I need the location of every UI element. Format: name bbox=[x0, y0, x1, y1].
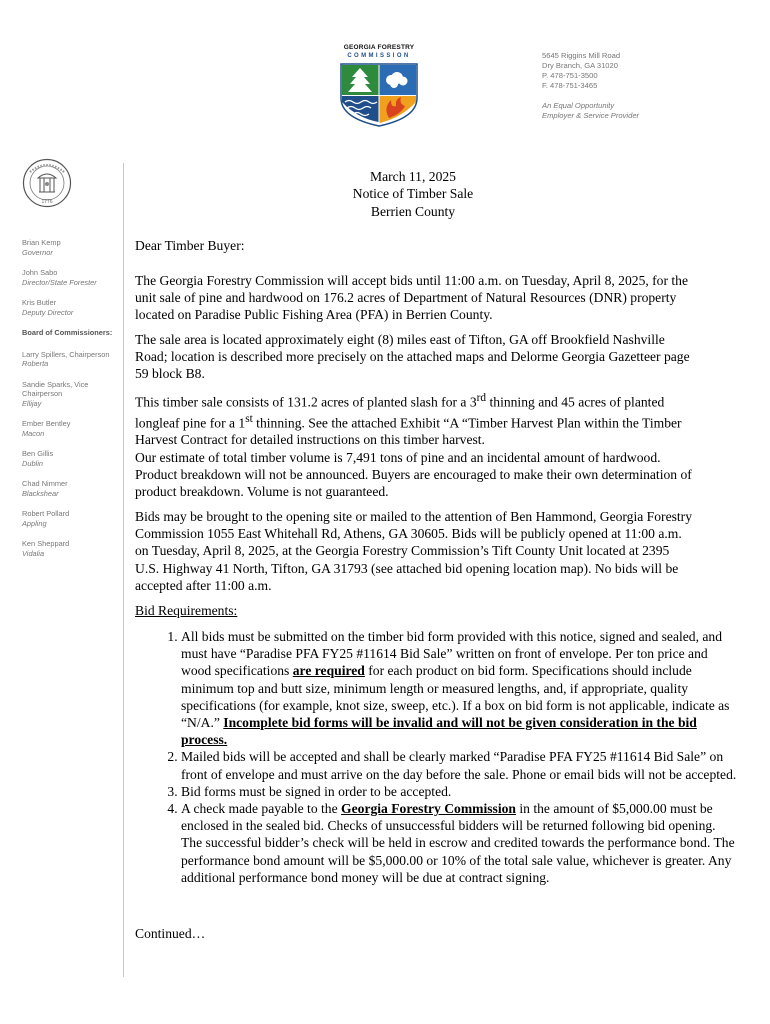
paragraph-volume-estimate: Our estimate of total timber volume is 7,491 tons of pine and an incidental amount of hardwood. Product breakdown will not be announced. Buyers are encouraged to make their own determination of product breakdown. Volume is not guaranteed. bbox=[135, 450, 692, 500]
requirement-item bbox=[181, 783, 737, 800]
address-fax: F. 478-751-3465 bbox=[542, 81, 598, 90]
r4-part-c: in the amount of $5,000.00 must be enclosed in the sealed bid. Checks of unsuccessful bidders will be returned following bid opening. The successful bidder’s check will be held in escrow and credited towards the performance bond. The performance bond amount will be $5,000.00 or 10% of the total sale value, whichever is greater. Any additional performance bond money will be due at contract signing. bbox=[181, 801, 735, 885]
p3-part-a: This timber sale consists of 131.2 acres of planted slash for a 3 bbox=[135, 394, 477, 410]
r4-payee: Georgia Forestry Commission bbox=[341, 801, 516, 817]
commissioner-entry bbox=[22, 380, 122, 409]
p3-sup-rd: rd bbox=[476, 392, 487, 404]
commissioner-city: Ellijay bbox=[22, 398, 42, 408]
requirement-item bbox=[181, 628, 737, 748]
official-role: Director/State Forester bbox=[22, 277, 97, 287]
official-entry bbox=[22, 268, 122, 287]
commissioner-city: Vidalia bbox=[22, 548, 45, 558]
sidebar-officials bbox=[22, 238, 122, 569]
r1-are-required: are required bbox=[292, 663, 365, 679]
commissioner-entry bbox=[22, 539, 122, 558]
commissioner-entry bbox=[22, 479, 122, 498]
address-city: Dry Branch, GA 31020 bbox=[542, 61, 618, 70]
official-role: Deputy Director bbox=[22, 307, 74, 317]
logo-subtitle: COMMISSION bbox=[347, 53, 411, 59]
sidebar-divider bbox=[123, 163, 124, 977]
official-name: Brian Kemp bbox=[22, 238, 61, 247]
r1-incomplete-warning: Incomplete bid forms will be invalid and will not be given consideration in the bid process. bbox=[181, 715, 697, 748]
commissioner-entry bbox=[22, 449, 122, 468]
contact-address bbox=[542, 51, 639, 121]
paragraph-sale-composition bbox=[135, 390, 695, 449]
commissioner-city: Dublin bbox=[22, 458, 43, 468]
continued-note: Continued… bbox=[135, 926, 206, 941]
commissioner-name: Ken Sheppard bbox=[22, 539, 70, 548]
commissioner-city: Macon bbox=[22, 428, 45, 438]
letter-county: Berrien County bbox=[370, 203, 456, 219]
official-name: John Sabo bbox=[22, 268, 58, 277]
bid-requirements-list bbox=[135, 628, 737, 886]
logo-title: GEORGIA FORESTRY bbox=[343, 44, 415, 51]
commissioner-name: Larry Spillers, Chairperson bbox=[22, 349, 110, 359]
letter-date: March 11, 2025 bbox=[370, 169, 456, 184]
requirement-item bbox=[181, 800, 737, 886]
requirement-item bbox=[181, 748, 737, 782]
commissioner-entry bbox=[22, 419, 122, 438]
paragraph-location: The sale area is located approximately eight (8) miles east of Tifton, GA off Brookfield Nashville Road; location is described more precisely on the attached maps and Delorme Georgia Gazetteer page 59 block B8. bbox=[135, 332, 690, 382]
gfc-logo bbox=[335, 44, 423, 128]
commissioner-city: Appling bbox=[22, 518, 47, 528]
paragraph-bid-submission: Bids may be brought to the opening site or mailed to the attention of Ben Hammond, Georgia Forestry Commission 1055 East Whitehall Rd, Athens, GA 30605. Bids will be publicly opened at 11:00 a.m. on Tuesday, April 8, 2025, at the Georgia Forestry Commission’s Tift County Unit located at 2395 U.S. Highway 41 North, Tifton, GA 31793 (see attached bid opening location map). No bids will be accepted after 11:00 a.m. bbox=[135, 509, 692, 593]
r1-part-c: for each product on bid form. Specifications should include minimum top and butt size, minimum length or measured lengths, and, if appropriate, quality specifications (for example, knot size, sweep, etc.). If a box on bid form is not applicable, indicate as “N/A.” bbox=[181, 663, 730, 731]
shield-emblem-icon bbox=[339, 62, 419, 128]
equal-opportunity-line2: Employer & Service Provider bbox=[542, 111, 640, 120]
board-heading: Board of Commissioners: bbox=[22, 328, 113, 337]
commissioner-name: Chad Nimmer bbox=[22, 479, 68, 488]
r3-text: Bid forms must be signed in order to be accepted. bbox=[181, 783, 452, 799]
bid-requirements-title: Bid Requirements: bbox=[135, 603, 238, 618]
r4-part-a: A check made payable to the bbox=[181, 801, 342, 817]
r1-part-a: All bids must be submitted on the timber bid form provided with this notice, signed and sealed, and must have “Paradise PFA FY25 #11614 Bid Sale” written on front of envelope. Per ton price and wood specifications bbox=[181, 629, 723, 679]
address-phone: P. 478-751-3500 bbox=[542, 71, 598, 80]
official-entry bbox=[22, 298, 122, 317]
address-street: 5645 Riggins Mill Road bbox=[542, 51, 621, 60]
paragraph-bid-deadline: The Georgia Forestry Commission will accept bids until 11:00 a.m. on Tuesday, April 8, 2025, for the unit sale of pine and hardwood on 176.2 acres of Department of Natural Resources (DNR) property located on Paradise Public Fishing Area (PFA) in Berrien County. bbox=[135, 273, 689, 323]
georgia-state-seal-icon bbox=[22, 158, 72, 213]
p3-sup-st: st bbox=[245, 412, 253, 425]
commissioner-entry bbox=[22, 509, 122, 528]
commissioner-name: Sandie Sparks, Vice Chairperson bbox=[22, 379, 89, 398]
seal-year: 1776 bbox=[41, 199, 53, 205]
commissioner-city: Roberta bbox=[22, 359, 49, 368]
p3-part-b: thinning and 45 acres of planted longleaf pine for a 1 bbox=[135, 394, 665, 431]
commissioner-city: Blackshear bbox=[22, 488, 59, 498]
commissioner-name: Ember Bentley bbox=[22, 419, 71, 428]
salutation: Dear Timber Buyer: bbox=[135, 238, 245, 253]
commissioner-entry bbox=[22, 350, 122, 369]
letter-heading bbox=[135, 168, 691, 220]
p3-part-c: thinning. See the attached Exhibit “A “Timber Harvest Plan within the Timber Harvest Contract for detailed instructions on this timber harvest. bbox=[135, 415, 682, 448]
commissioner-name: Ben Gillis bbox=[22, 449, 54, 458]
equal-opportunity-line1: An Equal Opportunity bbox=[542, 101, 615, 110]
r2-text: Mailed bids will be accepted and shall be clearly marked “Paradise PFA FY25 #11614 Bid Sale” on front of envelope and must arrive on the day before the sale. Phone or email bids will not be accepted. bbox=[181, 749, 737, 782]
official-name: Kris Butler bbox=[22, 298, 57, 307]
commissioner-name: Robert Pollard bbox=[22, 509, 70, 518]
official-entry bbox=[22, 238, 122, 257]
letter-subject: Notice of Timber Sale bbox=[352, 186, 474, 202]
official-role: Governor bbox=[22, 247, 53, 257]
